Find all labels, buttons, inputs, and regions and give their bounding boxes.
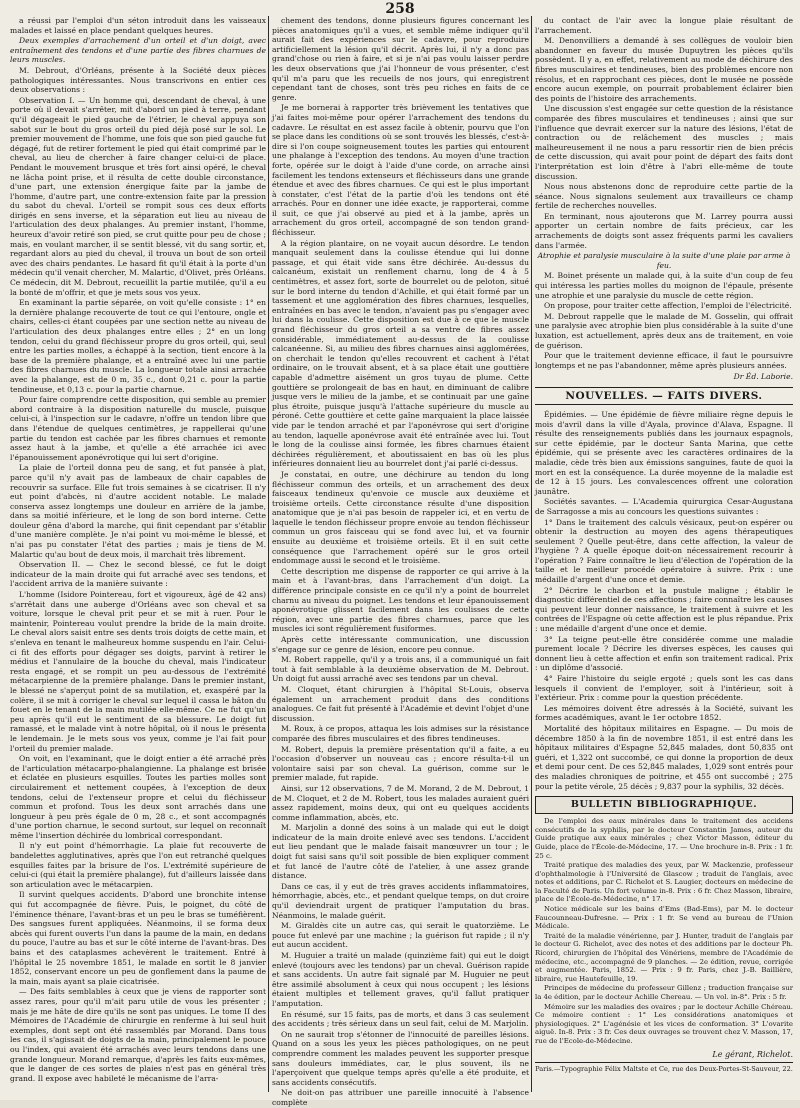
news-item: Mortalité des hôpitaux militaires en Espagne. — Du mois de décembre 1850 à la fin de novembre 1851, il est entré dans les hôpitaux militaires d'Espagne 52,845 malades, dont 50,835 ont guéri, et 1,322 ont succombé, ce qui donne la proportion de deux et demi pour cent. De ces 52,845 malades, 1,029 sont entrés pour des maladies chroniques de poitrine, et 455 ont succombé ; 275 pour la petite vérole, 25 décès ; 9,837 pour la syphilis, 32 décès.	[535, 723, 793, 791]
article-paragraph: Pour que le traitement devienne efficace, il faut le poursuivre longtemps et ne pas l'abandonner, même après plusieurs années.	[535, 351, 793, 370]
article-paragraph: On voit, en l'examinant, que le doigt entier a été arraché près de l'articulation métacarpo-phalangienne. La phalange est brisée et éclatée en plusieurs esquilles. Toutes les parties molles sont circulairement et nettement coupées, à l'exception de deux tendons, celui de l'extenseur propre et celui du fléchisseur commun et profond. Tous les deux sont arrachés dans une longueur à peu près égale de 0 m, 28 c., et sont accompagnés d'une portion charnue, le second surtout, sur lequel on reconnaît même l'insertion déchirée du lombrical correspondant.	[10, 754, 266, 840]
gerant-signature: Le gérant, Richelot.	[712, 1049, 793, 1059]
article-paragraph: Je me bornerai à rapporter très brièvement les tentatives que j'ai faites moi-même pour opérer l'arrachement des tendons du cadavre. Le résultat en est assez facile à obtenir, pourvu que l'on se place dans les conditions où se sont trouvés les blessés, c'est-à-dire si l'on coupe soigneusement toutes les parties qui entourent une phalange à l'exception des tendons. Au moyen d'une traction forte, opérée sur le doigt à l'aide d'une corde, on arrache ainsi facilement les tendons extenseurs et fléchisseurs dans une grande étendue et avec des fibres charnues. Ce qui est le plus important à constater, c'est l'état de la partie d'où les tendons ont été arrachés. Pour en donner une idée exacte, je rapporterai, comme il suit, ce que j'ai observé au pied et à la jambe, après un arrachement du gros orteil, accompagné de son tendon grand-fléchisseur.	[272, 103, 529, 238]
bibliography-list	[535, 817, 793, 1045]
bibliography-item: Traité de la maladie vénérienne, par J. Hunter, traduit de l'anglais par le docteur G. Richelot, avec des notes et des additions par le docteur Ph. Ricord, chirurgien de l'hôpital des Vénériens, membre de l'Académie de médecine, etc., accompagné de 9 planches. — 2e édition, revue, corrigée et augmentée. Paris, 1852. — Prix : 9 fr. Paris, chez J.-B. Baillière, libraire, rue Hautefeuille, 19.	[535, 931, 793, 983]
article-paragraph: chement des tendons, donne plusieurs figures concernant les pièces anatomiques qu'il a vues, et semble même indiquer qu'il aurait fait des expériences sur le cadavre, pour reproduire artificiellement la lésion qu'il décrit. Après lui, il n'y a donc pas grand'chose ou rien à faire, et si je n'ai pas voulu laisser perdre les deux observations que j'ai l'honneur de vous présenter, c'est qu'il m'a paru que les recueils de nos jours, qui enregistrent cependant tant de choses, sont très peu riches en faits de ce genre.	[272, 16, 529, 102]
article-paragraph: En examinant la partie séparée, on voit qu'elle consiste : 1° en la dernière phalange recouverte de tout ce qui l'entoure, ongle et chairs, celles-ci étant coupées par une section nette au niveau de l'articulation des deux phalanges entre elles ; 2° en un long tendon, celui du grand fléchisseur propre du gros orteil, qui, seul entre les parties molles, a échappé à la section, tient encore à la base de la première phalange, et a entraîné avec lui une partie des fibres charnues du muscle. La longueur totale ainsi arrachée avec la phalange, est de 0 m, 35 c., dont 0,21 c. pour la partie tendineuse, et 0,13 c. pour la partie charnue.	[10, 298, 266, 394]
article-paragraph: On propose, pour traiter cette affection, l'emploi de l'électricité.	[544, 301, 792, 311]
article-paragraph: Je constatai, en outre, une déchirure au tendon du long fléchisseur commun des orteils, et un arrachement des deux faisceaux tendineux qu'envoie ce muscle aux deuxième et troisième orteils. Cette circonstance résulte d'une disposition anatomique que je n'ai pas besoin de rappeler ici, et en vertu de laquelle le tendon fléchisseur propre envoie au tendon fléchisseur commun un gros faisceau qui se fond avec lui, et va fournir ensuite au deuxième et troisième orteils. Et il en suit cette conséquence que l'arrachement opéré sur le gros orteil endommage aussi le second et le troisième.	[272, 469, 529, 566]
column-left	[10, 16, 266, 1092]
article-paragraph: En résumé, sur 15 faits, pas de morts, et dans 3 cas seulement des accidents ; très sérieux dans un seul fait, celui de M. Marjolin.	[272, 1009, 529, 1029]
bibliography-item: Principes de médecine du professeur Gillenz ; traduction française sur la 4e édition, par le docteur Achille Chereau. — Un vol. in-8°. Prix : 5 fr.	[535, 984, 793, 1001]
printer-imprint: Paris.—Typographie Félix Maltste et Ce, rue des Deux-Portes-St-Sauveur, 22.	[535, 1062, 793, 1074]
column-middle	[272, 16, 529, 1107]
intro-paragraph: a réussi par l'emploi d'un séton introduit dans les vaisseaux malades et laissé en place pendant quelques heures.	[10, 16, 266, 35]
author-signature: Dr Éd. Laborie.	[733, 372, 793, 382]
column-divider-left	[268, 16, 269, 1092]
article-paragraph: du contact de l'air avec la longue plaie résultant de l'arrachement.	[535, 16, 793, 35]
news-item: 3° La teigne peut-elle être considérée comme une maladie purement locale ? Décrire les diverses espèces, les causes qui donnent lieu à cette affection et enfin son traitement radical. Prix : un diplôme d'associé.	[535, 634, 793, 673]
article-paragraph: A la région plantaire, on ne voyait aucun désordre. Le tendon manquait seulement dans la coulisse étendue qui lui donne passage, et qui était vide sans être déchirée. Au-dessus du calcanéum, existait un renflement charnu, long de 4 à 5 centimètres, et assez fort, sorte de bourrelet ou de peloton, situé sur le bord interne du tendon d'Achille, et qui était formé par un tassement et une agglomération des fibres charnues, lesquelles, entraînées en bas avec le tendon, n'avaient pas pu s'engager avec lui dans la coulisse. Cette disposition est due à ce que le muscle grand fléchisseur du gros orteil a sa ventre de fibres assez considérable, immédiatement au-dessus de la coulisse calcanéenne. Si, au milieu des fibres charnues ainsi agglomérées, on cherchait le tendon qu'elles recouvrent et cachent à l'état ordinaire, on le trouvait absent, et à sa place était une gouttière capable d'admettre aisément un gros tuyau de plume. Cette gouttière se prolongeait de bas en haut, en diminuant de calibre jusque vers le milieu de la jambe, et se continuait par une gaîne plus étroite, puisque jusqu'à l'attache supérieure du muscle au péroné. Cette gouttière et cette gaîne marquaient la place laissée vide par le tendon arraché et par l'aponévrose qui sert d'origine au tendon, laquelle aponévrose avait été entraînée avec lui. Tout le long de la coulisse ainsi formée, les fibres charnues étaient déchirées régulièrement, et aboutissaient en bas où les plus inférieures donnaient lieu au bourrelet dont j'ai parlé ci-dessus.	[272, 238, 529, 469]
article-paragraph: Cette description me dispense de rapporter ce qui arrive à la main et à l'avant-bras, dans l'arrachement d'un doigt. La différence principale consiste en ce qu'il n'y a point de bourrelet charnu au niveau du poignet. Les tendons et leur épanouissement aponévrotique glissent facilement dans les coulisses de cette région, avec une partie des fibres charnues, parce que les muscles ici sont régulièrement fusiformes.	[272, 566, 529, 634]
bibliography-item: De l'emploi des eaux minérales dans le traitement des accidens consécutifs de la syphilis, par le docteur Constantin James, auteur du Guide pratique aux eaux minérales ; chez Victor Masson, éditeur du Guide, place de l'École-de-Médecine, 17. — Une brochure in-8. Prix : 1 fr. 25 c.	[535, 817, 793, 860]
article-title-arrachement: Deux exemples d'arrachement d'un orteil et d'un doigt, avec entraînement des tendons et d'une partie des fibres charnues de leurs muscles.	[10, 36, 266, 65]
observation-2: Observation II. — Chez le second blessé, ce fut le doigt indicateur de la main droite qui fut arraché avec ses tendons, et l'accident arriva de la manière suivante :	[10, 560, 266, 589]
article-paragraph: M. Roux, à ce propos, attaqua les lois admises sur la résistance comparée des fibres musculaires et des fibres tendineuses.	[272, 724, 529, 743]
article-paragraph: Après cette intéressante communication, une discussion s'engage sur ce genre de lésion, encore peu connue.	[272, 635, 529, 654]
article-paragraph: M. Denonvilliers a demandé à ses collègues de vouloir bien abandonner en faveur du musée Dupuytren les pièces qu'ils possèdent. Il y a, en effet, relativement au mode de déchirure des fibres musculaires et tendineuses, bien des problèmes encore non résolus, et en rapprochant ces pièces, dont le musée ne possède encore aucun exemple, on pourrait probablement éclairer bien des points de l'histoire des arrachements.	[535, 36, 793, 103]
article-paragraph: On ne saurait trop s'étonner de l'innocuité de pareilles lésions. Quand on a sous les yeux les pièces pathologiques, on ne peut comprendre comment les malades peuvent les supporter presque sans douleurs immédiates, car, le plus souvent, ils ne l'aperçoivent que quelque temps après qu'elle a été produite, et sans accidents consécutifs.	[272, 1029, 529, 1087]
news-item: 1° Dans le traitement des calculs vésicaux, peut-on espérer ou obtenir la destruction au moyen des agens thérapeutiques seulement ? Quelle peut-être, dans cette affection, la valeur de l'hygiène ? A quelle époque doit-on nécessairement recourir à l'opération ? Faire connaître le lieu d'élection de l'opération de la taille et le meilleur procédé opératoire à suivre. Prix : une médaille d'argent d'une once et demie.	[535, 517, 793, 585]
bibliography-item: Mémoire sur les maladies des ovaires ; par le docteur Achille Chéreau. Ce mémoire contient : 1° Les considérations anatomiques et physiologiques. 2° L'agénésie et les vices de conformation. 3° L'ovarite aiguë. In-8. Prix : 3 fr. Ces deux ouvrages se trouvent chez V. Masson, 17, rue de l'Ecole-de-Médecine.	[535, 1002, 793, 1045]
article-paragraph: Une discussion s'est engagée sur cette question de la résistance comparée des fibres musculaires et tendineuses ; ainsi que sur l'influence que devrait exercer sur la nature des lésions, l'état de contraction ou de relâchement des muscles ; mais malheureusement il ne nous a paru ressortir rien de bien précis de cette discussion, qui avait pour point de départ des faits dont l'interprétation est loin d'être à l'abri elle-même de toute discussion.	[535, 104, 793, 181]
bibliography-section-title: BULLETIN BIBLIOGRAPHIQUE.	[535, 796, 793, 814]
news-item: Les mémoires doivent être adressés à la Société, suivant les formes académiques, avant le 1er octobre 1852.	[535, 703, 793, 723]
atrophy-title: Atrophie et paralysie musculaire à la suite d'une plaie par arme à feu.	[537, 251, 791, 270]
article-paragraph: L'homme (Isidore Pointereau, fort et vigoureux, âgé de 42 ans) s'arrêtait dans une auberge d'Orléans avec son cheval et sa voiture, lorsque le cheval prit peur et se mit à ruer. Pour le maintenir, Pointereau voulut prendre la bride de la main droite. Le cheval alors saisit entre ses dents trois doigts de cette main, et s'enleva en tenant le malheureux homme suspendu en l'air. Celui-ci fit des efforts pour dégager ses doigts, parvint à retirer le médius et l'annulaire de la bouche du cheval, mais l'indicateur resta engagé, et se rompit un peu au-dessous de l'extrémité métacarpienne de la première phalange. Dans le premier instant, le blessé ne s'aperçut point de sa mutilation, et, exaspéré par la colère, il se mit à corriger le cheval sur lequel il cassa le bâton du fouet en le tenant de la main mutilée elle-même. Ce ne fut qu'un peu après qu'il eut le sentiment de sa blessure. Le doigt fut ramassé, et le malade vint à notre hôpital, où il nous le présenta le lendemain. Je le mets sous vos yeux, comme je l'ai fait pour l'orteil du premier malade.	[10, 590, 266, 753]
article-paragraph: M. Marjolin a donné des soins à un malade qui eut le doigt indicateur de la main droite enlevé avec ses tendons. L'accident eut lieu pendant que le malade faisait manœuvrer un tour ; le doigt fut saisi sans qu'il soit possible de bien expliquer comment et fut lancé de l'autre côté de l'atelier, à une assez grande distance.	[272, 823, 529, 881]
article-paragraph: En terminant, nous ajouterons que M. Larrey pourra aussi apporter un certain nombre de faits précieux, car les arrachements de doigts sont assez fréquents parmi les cavaliers dans l'armée.	[535, 211, 793, 250]
article-paragraph: Il survint quelques accidents. D'abord une bronchite intense qui fut accompagnée de fièvre. Puis, le poignet, du côté de l'éminence thénare, l'avant-bras et un peu le bras se tuméfièrent. Des sangsues furent appliquées. Néanmoins, il se forma deux abcès qui furent ouverts l'un dans la paume de la main, en dedans du pouce, l'autre au bas et sur le côté interne de l'avant-bras. Des bains et des cataplasmes achevèrent le traitement. Entré à l'hôpital le 25 novembre 1851, le malade en sortit le 8 janvier 1852, conservant encore un peu de gonflement dans la paume de la main, mais ayant sa plaie cicatrisée.	[10, 890, 266, 986]
article-paragraph: M. Robert rappelle, qu'il y a trois ans, il a communiqué un fait tout à fait semblable à la deuxième observation de M. Debrout. Un doigt fut aussi arraché avec ses tendons par un cheval.	[272, 655, 529, 684]
article-paragraph: Il n'y eut point d'hémorrhagie. La plaie fut recouverte de bandelettes agglutinatives, après que l'on eut retranché quelques esquilles faites par la brisure de l'os. L'extrémité supérieure de celui-ci (qui était la première phalange), fut d'ailleurs laissée dans son articulation avec le métacarpien.	[10, 841, 266, 889]
article-paragraph: M. Debrout, d'Orléans, présente à la Société deux pièces pathologiques intéressantes. Nous transcrivons en entier ces deux observations :	[10, 65, 266, 95]
article-paragraph: M. Debrout rappelle que le malade de M. Gosselin, qui offrait une paralysie avec atrophie bien plus considérable à la suite d'une luxation, est actuellement, après deux ans de traitement, en voie de guérison.	[535, 311, 793, 350]
page-number: 258	[385, 1, 415, 17]
article-paragraph: Pour faire comprendre cette disposition, qui semble au premier abord contraire à la disposition naturelle du muscle, puisque celui-ci, à l'inspection sur le cadavre, n'offre un tendon libre que dans l'étendue de quelques centimètres, je rappellerai qu'une partie du tendon est cachée par les fibres charnues et remonte assez haut à la jambe, et qu'elle a été arrachée ici avec l'épanouissement aponévrotique qui lui sert d'origine.	[10, 395, 266, 462]
article-paragraph: M. Robert, depuis la première présentation qu'il a faite, a eu l'occasion d'observer un nouveau cas ; encore résulta-t-il un volontaire saisi par son cheval. La guérison, comme sur le premier malade, fut rapide.	[272, 744, 529, 783]
news-item: Sociétés savantes. — L'Academia quirurgica Cesar-Augustana de Sarragosse a mis au concours les questions suivantes :	[535, 497, 793, 516]
article-paragraph: Dans ce cas, il y eut de très graves accidents inflammatoires, hémorrhagie, abcès, etc., et pendant quelque temps, on dut croire qu'il deviendrait urgent de pratiquer l'amputation du bras. Néanmoins, le malade guérit.	[272, 881, 529, 920]
news-item: 2° Décrire le charbon et la pustule maligne ; établir le diagnostic différentiel de ces affections ; faire connaître les causes qui peuvent leur donner naissance, le traitement à suivre et les contrées de l'Espagne où cette affection est le plus répandue. Prix : une médaille d'argent d'une once et demie.	[535, 585, 793, 634]
article-paragraph: La plaie de l'orteil donna peu de sang, et fut pansée à plat, parce qu'il n'y avait pas de lambeaux de chair capables de recouvrir sa surface. Elle fut trois semaines à se cicatriser. Il n'y eut point d'abcès, ni d'autre accident notable. Le malade conserva assez longtemps une douleur en arrière de la jambe, dans sa moitié inférieure, et le long de son bord interne. Cette douleur gêna d'abord la marche, qui finit cependant par s'établir d'une manière complète. Je n'ai point vu moi-même le blessé, et n'ai pas pu constater l'état des parties ; mais je tiens de M. Malartic qu'au bout de deux mois, il marchait très librement.	[10, 463, 266, 559]
news-item: Épidémies. — Une épidémie de fièvre miliaire règne depuis le mois d'avril dans la ville d'Ayala, province d'Alava, Espagne. Il résulte des renseignements publiés dans les journaux espagnols, sur cette épidémie, par le docteur Santa Marina, que cette épidémie, qui se présente avec les caractères ordinaires de la maladie, cède très bien aux émissions sanguines, faute de quoi la mort en est la conséquence. La durée moyenne de la maladie est de 12 à 15 jours. Les convalescences offrent une coloration jaunâtre.	[535, 409, 793, 496]
article-paragraph: M. Huguier a traité un malade (quinzième fait) qui eut le doigt enlevé (toujours avec les tendons) par un cheval. Guérison rapide et sans accidents. Un autre fait signalé par M. Huguier ne peut être assimilé absolument à ceux qui nous occupent ; les lésions étaient multiples et tellement graves, qu'il fallut pratiquer l'amputation.	[272, 951, 529, 1008]
article-paragraph: Ne doit-on pas attribuer une pareille innocuité à l'absence complète	[272, 1088, 529, 1107]
article-paragraph: — Des faits semblables à ceux que je viens de rapporter sont assez rares, pour qu'il m'ait paru utile de vous les présenter ; mais je me hâte de dire qu'ils ne sont pas uniques. Le tome II des Mémoires de l'Académie de chirurgie en renferme à lui seul huit exemples, dont sept ont été rassemblés par Morand. Dans tous les cas, il s'agissait de doigts de la main, principalement le pouce ou l'index, qui avaient été arrachés avec leurs tendons dans une grande longueur. Morand remarque, d'après les faits eux-mêmes, que le danger de ces sortes de plaies n'est pas en général très grand. Il expose avec habileté le mécanisme de l'arra-	[10, 987, 266, 1083]
article-paragraph: Nous nous abstenons donc de reproduire cette partie de la séance. Nous signalons seulement aux travailleurs ce champ fertile de recherches nouvelles.	[535, 182, 793, 211]
news-item: 4° Faire l'histoire du seigle ergoté ; quels sont les cas dans lesquels il convient de l'employer, soit à l'intérieur, soit à l'extérieur. Prix : comme pour la question précédente.	[535, 674, 793, 703]
article-paragraph: M. Giraldès cite un autre cas, qui serait le quatorzième. Le pouce fut enlevé par une machine ; la guérison fut rapide ; il n'y eut aucun accident.	[272, 921, 529, 950]
observation-1: Observation I. — Un homme qui, descendant de cheval, à une porte où il devait s'arrêter, mit d'abord un pied à terre, pendant qu'il dégageait le pied gauche de l'étrier, le cheval appuya son sabot sur le bout du gros orteil du pied déjà posé sur le sol. Le premier mouvement de l'homme, une fois que son pied gauche fut dégagé, fut de retirer fortement le pied qui était comprimé par le cheval, au lieu de chercher à faire changer celui-ci de place. Pendant le mouvement brusque et très fort ainsi opéré, le cheval ne lâcha point prise, et il résulta de cette double circonstance, d'une part, une extension énergique faite par la jambe de l'homme, d'autre part, une contre-extension faite par la pression du sabot du cheval. L'orteil se rompit sous ces deux efforts dirigés en sens inverse, et la séparation eut lieu au niveau de l'articulation des deux phalanges. Au premier instant, l'homme, heureux d'avoir retiré son pied, se crut quitte pour peu de chose ; mais, en voulant marcher, il se sentit blessé, vit du sang sortir, et, regardant alors au pied du cheval, il trouva un bout de son orteil avec des chairs pendantes. Le hasard fit qu'il était à la porte d'un médecin qu'il venait chercher, M. Malartic, d'Olivet, près Orléans. Ce médecin, dit M. Debrout, recueillit la partie mutilée, qu'il a eu la bonté de m'offrir, et que je mets sous vos yeux.	[10, 95, 266, 297]
bibliography-item: Notice médicale sur les bains d'Ems (Bad-Ems), par M. le docteur Faucounneau-Dufresne. — Prix : 1 fr. Se vend au bureau de l'Union Médicale.	[535, 905, 793, 931]
column-right	[535, 16, 793, 1092]
article-paragraph: M. Boinet présente un malade qui, à la suite d'un coup de feu qui intéressa les parties molles du moignon de l'épaule, présente une atrophie et une paralysie du muscle de cette région.	[535, 271, 793, 300]
article-paragraph: Ainsi, sur 12 observations, 7 de M. Morand, 2 de M. Debrout, 1 de M. Cloquet, et 2 de M. Robert, tous les malades auraient guéri assez rapidement, moins deux, qui ont eu quelques accidents comme inflammation, abcès, etc.	[272, 783, 529, 822]
column-divider-right	[531, 16, 532, 1092]
bibliography-item: Traité pratique des maladies des yeux, par W. Mackenzie, professeur d'ophthalmologie à l'Université de Glascow ; traduit de l'anglais, avec notes et additions, par C. Richelot et S. Laugier, docteurs en médecine de la Faculté de Paris. Un fort volume in-8. Prix : 6 fr. Chez Masson, libraire, place de l'École-de-Médecine, n° 17.	[535, 861, 793, 904]
article-paragraph: M. Cloquet, étant chirurgien à l'hôpital St-Louis, observa également un arrachement produit dans des conditions analogues. Ce fait fut présenté à l'Académie et devint l'objet d'une discussion.	[272, 684, 529, 723]
news-section-title: NOUVELLES. — FAITS DIVERS.	[535, 387, 793, 405]
